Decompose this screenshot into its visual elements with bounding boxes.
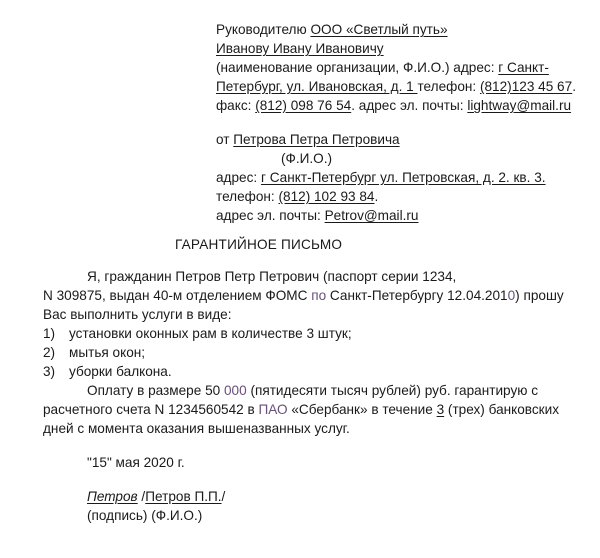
signature-line (87, 488, 225, 506)
paragraph-2-line-3: дней с момента оказания вышеназванных услуг. (43, 421, 350, 436)
letter-date: "15" мая 2020 г. (87, 455, 185, 470)
passport-date-accent: 0 (507, 288, 516, 303)
passport-text: N 309875, выдан 40-м отделением ФОМС (43, 288, 312, 303)
bank-type-accent: ПАО (258, 402, 288, 417)
sender-address-label: адрес: (216, 170, 261, 185)
signature-hint: (подпись) (Ф.И.О.) (87, 508, 203, 523)
bank-name: «Сбербанк» в течение (287, 402, 437, 417)
sender-email-line (216, 207, 418, 225)
organization-address-part1: г Санкт- (498, 60, 549, 75)
sender-line-1 (216, 131, 400, 149)
signer-fio: Петров П.П. (145, 489, 222, 504)
paragraph-1-line-2 (43, 287, 564, 305)
addressee-prefix: Руководителю (216, 22, 311, 37)
sender-phone-label: телефон: (216, 189, 279, 204)
org-phone: (812)123 45 67 (479, 79, 573, 94)
days-text: (трех) банковских (444, 402, 560, 417)
organization-name: ООО «Светлый путь» (310, 22, 448, 37)
passport-issue-place: Санкт-Петербургу 12.04.201 (326, 288, 508, 303)
days-count: 3 (436, 402, 445, 417)
service-item-2 (43, 344, 145, 362)
service-text: уборки балкона. (69, 364, 172, 379)
document-title: ГАРАНТИЙНОЕ ПИСЬМО (175, 237, 343, 252)
paragraph-2-line-1 (87, 382, 538, 400)
service-item-1 (43, 325, 352, 343)
addressee-line-1 (216, 21, 448, 39)
sender-email: Petrov@mail.ru (324, 208, 419, 223)
org-email: lightway@mail.ru (467, 98, 572, 113)
sender-phone-line (216, 188, 378, 206)
org-fax: (812) 098 76 54 (255, 98, 352, 113)
org-email-label: . адрес эл. почты: (351, 98, 468, 113)
sender-phone-suffix: . (374, 189, 379, 204)
signature-separator-end: / (221, 489, 226, 504)
service-item-3 (43, 363, 172, 381)
signature: Петров (87, 489, 138, 504)
paragraph-2-line-2 (43, 401, 559, 419)
passport-text-accent: по (311, 288, 327, 303)
service-text: мытья окон; (69, 345, 146, 360)
org-fax-label: факс: (216, 98, 256, 113)
sender-address: г Санкт-Петербург ул. Петровская, д. 2. кв. 3. (260, 170, 546, 185)
org-phone-label: телефон: (417, 79, 480, 94)
signature-separator: / (137, 489, 146, 504)
payment-amount-accent: 000 (223, 383, 247, 398)
payment-text: Оплату в размере 50 (87, 383, 224, 398)
sender-email-label: адрес эл. почты: (216, 208, 325, 223)
service-number: 2) (43, 345, 56, 360)
account-text: расчетного счета N 1234560542 в (43, 402, 259, 417)
payment-text-rest: (пятидесяти тысяч рублей) руб. гарантирую с (246, 383, 539, 398)
request-text: ) прошу (515, 288, 564, 303)
organization-address-part2: Петербург, ул. Ивановская, д. 1 (216, 79, 418, 94)
organization-hint: (наименование организации, Ф.И.О.) адрес: (216, 60, 499, 75)
org-phone-suffix: . (572, 79, 576, 94)
sender-name-hint: (Ф.И.О.) (281, 151, 333, 166)
sender-prefix: от (216, 132, 234, 147)
service-number: 1) (43, 326, 56, 341)
addressee-line-4 (216, 78, 576, 96)
addressee-line-5 (216, 97, 571, 115)
service-number: 3) (43, 364, 56, 379)
sender-name: Петрова Петра Петровича (233, 132, 400, 147)
addressee-line-3 (216, 59, 549, 77)
paragraph-1-line-3: Вас выполнить услуги в виде: (43, 307, 232, 322)
sender-phone: (812) 102 93 84 (278, 189, 375, 204)
service-text: установки оконных рам в количестве 3 штук; (69, 326, 352, 341)
paragraph-1-line-1: Я, гражданин Петров Петр Петрович (паспорт серии 1234, (87, 269, 457, 284)
sender-address-line (216, 169, 546, 187)
director-name: Иванову Ивану Ивановичу (216, 41, 384, 56)
